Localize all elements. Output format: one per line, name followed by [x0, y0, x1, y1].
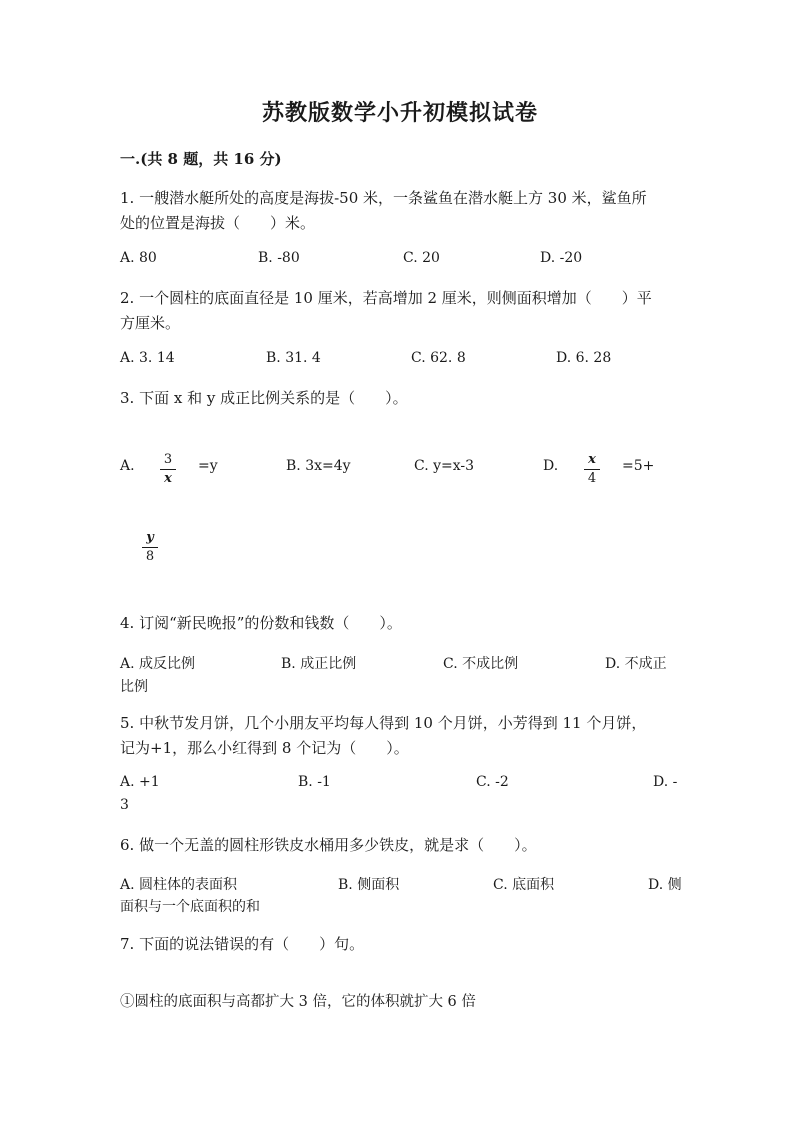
q3-option-b[interactable]: B. 3x=4y — [286, 458, 351, 474]
q3-option-a-tail: =y — [198, 458, 218, 474]
fraction-bar — [160, 469, 176, 470]
question-1-line-1: 1. 一艘潜水艇所处的高度是海拔-50 米，一条鲨鱼在潜水艇上方 30 米，鲨鱼所 — [120, 189, 647, 207]
fraction-denominator: x — [164, 471, 172, 486]
question-5-line-1: 5. 中秋节发月饼，几个小朋友平均每人得到 10 个月饼，小芳得到 11 个月饼， — [120, 714, 647, 732]
q4-option-b[interactable]: B. 成正比例 — [281, 656, 357, 672]
question-1 — [120, 186, 680, 236]
q7-statement-1: ①圆柱的底面积与高都扩大 3 倍，它的体积就扩大 6 倍 — [120, 994, 476, 1010]
q3-option-d-fraction — [583, 452, 601, 487]
q4-option-a[interactable]: A. 成反比例 — [120, 656, 196, 672]
question-2-line-1: 2. 一个圆柱的底面直径是 10 厘米，若高增加 2 厘米，则侧面积增加（ ）平 — [120, 289, 652, 307]
q4-option-d[interactable]: D. 不成正 — [605, 656, 667, 672]
question-5 — [120, 711, 680, 761]
question-2 — [120, 286, 680, 336]
question-5-line-2: 记为+1，那么小红得到 8 个记为（ ）。 — [120, 739, 409, 757]
q3-option-d-label[interactable]: D. — [543, 458, 559, 474]
q1-option-d[interactable]: D. -20 — [540, 250, 583, 266]
q3-option-a-fraction — [159, 452, 177, 487]
q6-option-d[interactable]: D. 侧 — [648, 877, 682, 893]
q2-option-c[interactable]: C. 62. 8 — [411, 350, 466, 366]
question-2-line-2: 方厘米。 — [120, 314, 181, 332]
q1-option-c[interactable]: C. 20 — [403, 250, 440, 266]
fraction-denominator: 4 — [587, 471, 597, 486]
fraction-denominator: 8 — [145, 549, 155, 564]
question-6-line-1: 6. 做一个无盖的圆柱形铁皮水桶用多少铁皮，就是求（ ）。 — [120, 836, 537, 854]
question-3 — [120, 386, 680, 411]
q1-option-b[interactable]: B. -80 — [258, 250, 300, 266]
q5-option-d-wrap: 3 — [120, 797, 129, 813]
q6-option-b[interactable]: B. 侧面积 — [338, 877, 400, 893]
question-6 — [120, 833, 680, 858]
question-4-line-1: 4. 订阅“新民晚报”的份数和钱数（ ）。 — [120, 614, 402, 632]
page-title: 苏教版数学小升初模拟试卷 — [261, 100, 538, 126]
q3-option-c[interactable]: C. y=x-3 — [414, 458, 475, 474]
fraction-numerator: y — [146, 530, 154, 545]
q6-option-c[interactable]: C. 底面积 — [493, 877, 555, 893]
q5-option-c[interactable]: C. -2 — [476, 774, 509, 790]
q2-option-d[interactable]: D. 6. 28 — [556, 350, 612, 366]
q5-option-d[interactable]: D. - — [653, 774, 678, 790]
question-7 — [120, 932, 680, 957]
q4-option-c[interactable]: C. 不成比例 — [443, 656, 519, 672]
fraction-numerator: x — [588, 452, 596, 467]
question-4 — [120, 611, 680, 636]
fraction-bar — [142, 547, 158, 548]
q6-option-d-wrap: 面积与一个底面积的和 — [120, 899, 260, 915]
question-3-line-1: 3. 下面 x 和 y 成正比例关系的是（ ）。 — [120, 389, 408, 407]
q5-option-a[interactable]: A. +1 — [120, 774, 160, 790]
question-1-line-2: 处的位置是海拔（ ）米。 — [120, 214, 316, 232]
q3-option-d-fraction-2 — [141, 530, 159, 565]
q2-option-b[interactable]: B. 31. 4 — [266, 350, 321, 366]
fraction-numerator: 3 — [163, 452, 173, 467]
fraction-bar — [584, 469, 600, 470]
q6-option-a[interactable]: A. 圆柱体的表面积 — [120, 877, 238, 893]
q2-option-a[interactable]: A. 3. 14 — [120, 350, 175, 366]
q5-option-b[interactable]: B. -1 — [298, 774, 331, 790]
section-heading: 一.(共 8 题，共 16 分) — [120, 150, 282, 168]
q1-option-a[interactable]: A. 80 — [120, 250, 157, 266]
q4-option-d-wrap: 比例 — [120, 679, 148, 695]
q3-option-a-label[interactable]: A. — [120, 458, 135, 474]
q3-option-d-tail: =5+ — [622, 458, 655, 474]
question-7-line-1: 7. 下面的说法错误的有（ ）句。 — [120, 935, 365, 953]
